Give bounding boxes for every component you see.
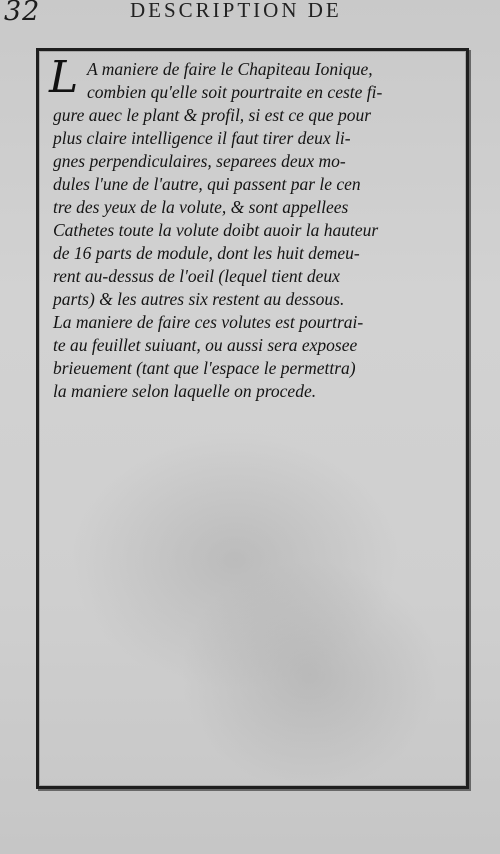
text-line: La maniere de faire ces volutes est pourtrai- [53, 312, 364, 332]
running-head: DESCRIPTION DE [130, 0, 342, 22]
text-line: gnes perpendiculaires, separees deux mo- [53, 151, 346, 171]
text-line: parts) & les autres six restent au dessous. [53, 289, 345, 309]
text-line: Cathetes toute la volute doibt auoir la hauteur [53, 220, 379, 240]
text-line: te au feuillet suiuant, ou aussi sera exposee [53, 335, 358, 355]
text-line: brieuement (tant que l'espace le permettra) [53, 358, 356, 378]
text-line: combien qu'elle soit pourtraite en ceste fi- [87, 82, 383, 102]
text-line: dules l'une de l'autre, qui passent par le cen [53, 174, 361, 194]
text-line: plus claire intelligence il faut tirer deux li- [53, 128, 351, 148]
text-line: gure auec le plant & profil, si est ce que pour [53, 105, 372, 125]
text-line: tre des yeux de la volute, & sont appellees [53, 197, 349, 217]
text-line: A maniere de faire le Chapiteau Ionique, [87, 59, 373, 79]
page-number: 32 [4, 0, 41, 27]
text-line: de 16 parts de module, dont les huit demeu- [53, 243, 360, 263]
drop-cap: L [49, 52, 79, 103]
body-text [53, 58, 463, 403]
text-line: la maniere selon laquelle on procede. [53, 381, 317, 401]
text-line: rent au-dessus de l'oeil (lequel tient deux [53, 266, 340, 286]
